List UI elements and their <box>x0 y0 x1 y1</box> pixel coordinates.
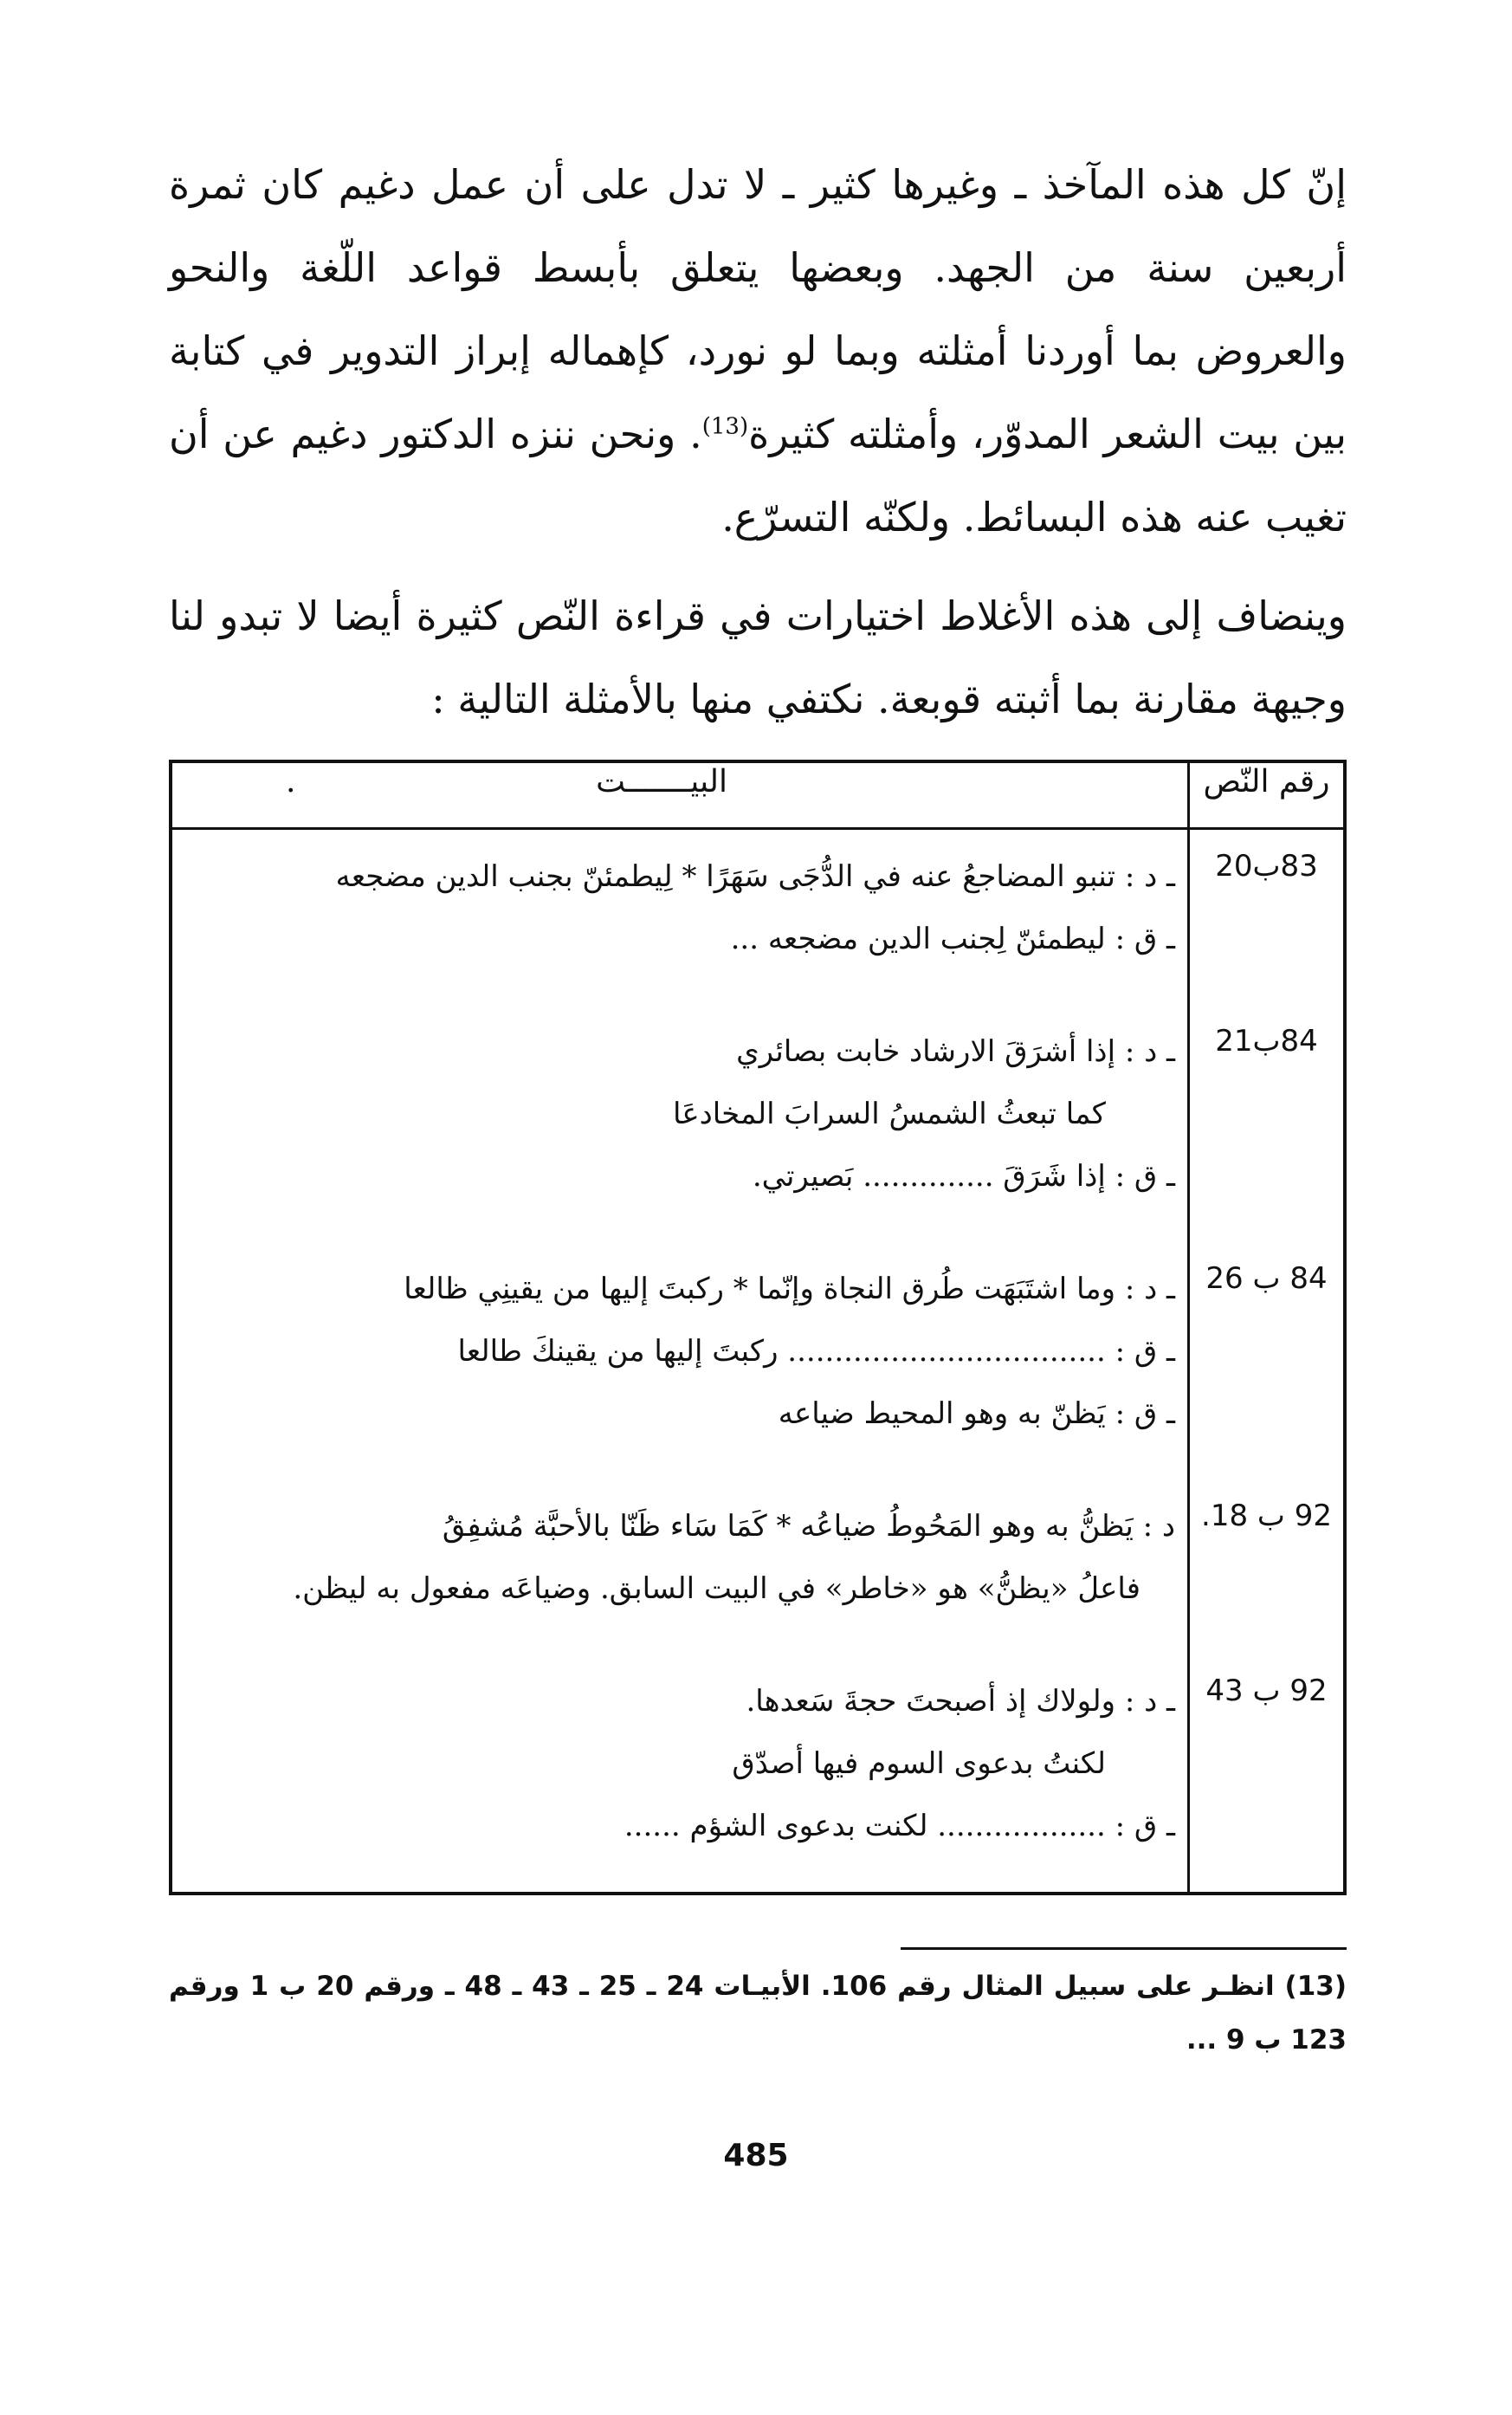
row-verse <box>171 1654 1189 1894</box>
header-dot: . <box>286 764 296 800</box>
table-row <box>171 829 1345 1006</box>
verse-line: ـ ق : إذا شَرَقَ .............. بَصيرتي. <box>752 1159 1175 1194</box>
verse-line: ـ ق : .................................. ركبتَ إليها من يقينكَ طالعا <box>457 1334 1175 1369</box>
row-number: 84 ب 26 <box>1189 1242 1346 1479</box>
paragraph-1 <box>169 143 1347 559</box>
header-verse-label: البيـــــــت <box>596 764 727 800</box>
row-number: 92 ب 43 <box>1189 1654 1346 1894</box>
verse-line: د : يَظنُّ به وهو المَحُوطُ ضياعُه * كَمَا سَاء ظَنّا بالأحبَّة مُشفِقُ <box>442 1509 1175 1544</box>
header-text-number: رقم النّص <box>1189 761 1346 829</box>
table-row <box>171 1654 1345 1894</box>
row-verse <box>171 1479 1189 1654</box>
row-verse <box>171 1242 1189 1479</box>
verse-line: ـ د : ولولاك إذ أصبحتَ حجةَ سَعدها. <box>746 1684 1175 1719</box>
paragraph-1-text-before: إنّ كل هذه المآخذ ـ وغيرها كثير ـ لا تدل على أن عمل دغيم كان ثمرة أربعين سنة من الجهد. وبعضها يتعلق بأبسط قواعد اللّغة والنحو والعروض بما أوردنا أمثلته وبما لو نورد، كإهماله إبراز التدوير في كتابة بين بيت الشعر المدوّر، وأمثلته كثيرة <box>169 161 1347 457</box>
verse-line: ـ ق : .................. لكنت بدعوى الشؤم ...... <box>624 1809 1175 1843</box>
verse-line: ـ ق : يَظنّ به وهو المحيط ضياعه <box>778 1396 1175 1431</box>
table-row <box>171 1005 1345 1242</box>
verse-line: ـ د : وما اشتَبَهَت طُرق النجاة وإنّما * ركبتَ إليها من يقينِي ظالعا <box>404 1272 1175 1306</box>
footnote: (13) انظـر على سبيل المثال رقم 106. الأبيـات 24 ـ 25 ـ 43 ـ 48 ـ ورقم 20 ب 1 ورقم 123 ب 9 ... <box>169 1971 1347 2056</box>
verse-line: ـ د : إذا أشرَقَ الارشاد خابت بصائري <box>736 1034 1175 1069</box>
verse-line: لكنتُ بدعوى السوم فيها أصدّق <box>732 1746 1106 1781</box>
table-row <box>171 1479 1345 1654</box>
row-number: 84ب21 <box>1189 1005 1346 1242</box>
verse-line: ـ د : تنبو المضاجعُ عنه في الدُّجَى سَهَرًا * لِيطمئنّ بجنب الدين مضجعه <box>335 859 1175 894</box>
verse-line: فاعلُ «يظنُّ» هو «خاطر» في البيت السابق. وضياعَه مفعول به ليظن. <box>293 1571 1140 1606</box>
verse-line: ـ ق : ليطمئنّ لِجنب الدين مضجعه ... <box>730 922 1175 956</box>
row-verse <box>171 829 1189 1006</box>
page-body <box>169 143 1347 1895</box>
table-header-row <box>171 761 1345 829</box>
row-number: 92 ب 18. <box>1189 1479 1346 1654</box>
footnote-reference[interactable]: (13) <box>701 413 749 440</box>
row-number: 83ب20 <box>1189 829 1346 1006</box>
verse-line: كما تبعثُ الشمسُ السرابَ المخادعَا <box>673 1097 1106 1131</box>
verses-comparison-table <box>169 760 1347 1895</box>
page-number: 485 <box>723 2138 789 2173</box>
header-verse <box>171 761 1189 829</box>
footnote-divider <box>901 1947 1347 1950</box>
paragraph-2: وينضاف إلى هذه الأغلاط اختيارات في قراءة النّص كثيرة أيضا لا تبدو لنا وجيهة مقارنة بما أثبته قوبعة. نكتفي منها بالأمثلة التالية : <box>169 592 1347 722</box>
row-verse <box>171 1005 1189 1242</box>
table-row <box>171 1242 1345 1479</box>
paragraph-1-text-after: . ونحن ننزه الدكتور دغيم عن أن تغيب عنه هذه البسائط. ولكنّه التسرّع. <box>169 411 1347 541</box>
